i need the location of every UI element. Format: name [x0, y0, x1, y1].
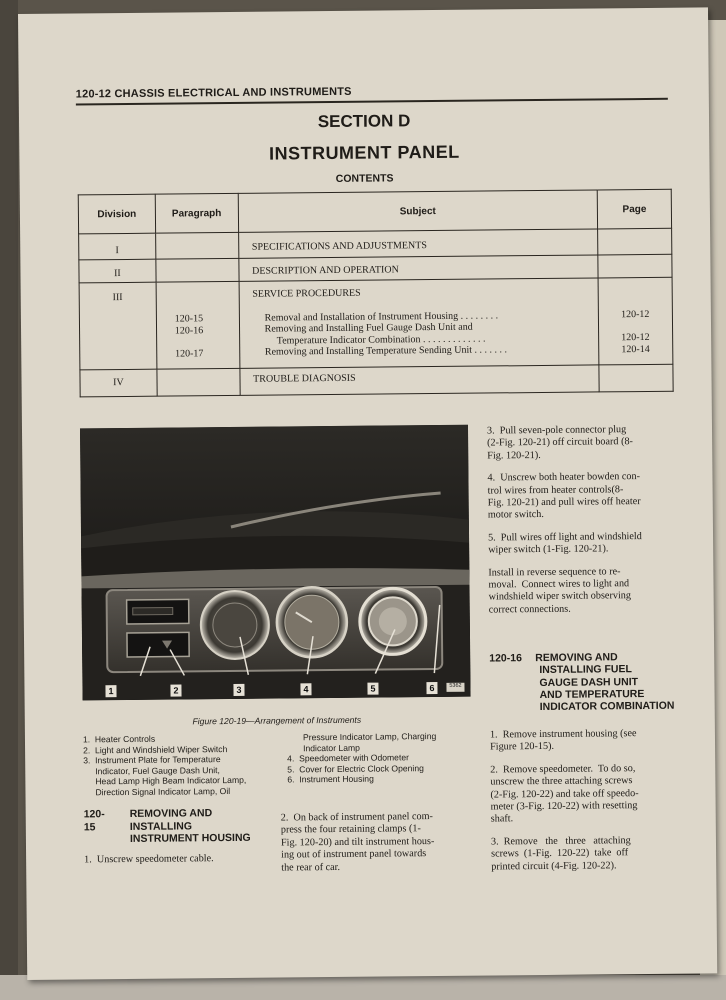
legend-item: Head Lamp High Beam Indicator Lamp,	[83, 775, 247, 787]
figure-caption: Figure 120-19—Arrangement of Instruments	[192, 714, 362, 727]
s3-text	[491, 834, 683, 873]
paragraph-cell	[156, 258, 239, 282]
step-3-text	[487, 424, 677, 463]
legend-item: Indicator Lamp	[303, 742, 360, 753]
text-line: printed circuit (4-Fig. 120-22).	[491, 859, 617, 873]
heading-text	[130, 807, 251, 846]
heading-line: GAUGE DASH UNIT	[539, 675, 639, 689]
heading-line: INSTRUMENT HOUSING	[129, 831, 251, 845]
dashboard-illustration	[80, 425, 471, 701]
right-column-steps	[490, 728, 683, 874]
text-line: 3. Remove the three attaching	[490, 835, 631, 848]
legend-item: Direction Signal Indicator Lamp, Oil	[83, 785, 231, 798]
heading-line: REMOVING AND	[535, 651, 618, 665]
heading-line: INSTALLING	[129, 819, 193, 833]
text-line: 5. Pull wires off light and windshield	[487, 530, 642, 544]
subject-line: Removing and Installing Temperature Sending Unit . . . . . . .	[264, 344, 508, 358]
text-line: windshield wiper switch observing	[488, 590, 631, 603]
text-line: Fig. 120-21).	[487, 449, 541, 462]
right-column	[487, 424, 679, 617]
heading-line: AND TEMPERATURE	[539, 687, 645, 701]
column-header: Paragraph	[155, 193, 238, 233]
division-cell: I	[79, 233, 156, 260]
paragraph-number: 120-16	[174, 324, 204, 337]
text-line: the rear of car.	[281, 861, 341, 874]
page-cell	[598, 254, 672, 278]
table-row	[80, 364, 673, 397]
text-line: trol wires from heater controls(8-	[487, 483, 624, 497]
legend-item: 1. Heater Controls	[82, 733, 156, 745]
legend-item: Indicator, Fuel Gauge Dash Unit,	[83, 764, 220, 777]
text-line: 1. Remove instrument housing (see	[489, 728, 637, 741]
division-cell: II	[79, 259, 156, 283]
text-line: screws (1-Fig. 120-22) take off	[491, 847, 629, 860]
page-number: 120-12	[621, 331, 650, 344]
contents-table	[78, 189, 674, 398]
callout-4: 4	[300, 683, 311, 695]
division-cell: IV	[80, 369, 157, 397]
text-line: motor switch.	[487, 509, 544, 521]
table-header-row	[78, 189, 671, 234]
step-2-text	[281, 811, 482, 875]
text-line: Fig. 120-21) and pull wires off heater	[487, 496, 641, 509]
page-cell	[598, 228, 672, 255]
text-line: ing out of instrument panel towards	[281, 848, 427, 861]
section-title: SECTION D	[317, 111, 411, 132]
text-line: Figure 120-15).	[490, 741, 555, 753]
background-left	[0, 0, 18, 1000]
figure-legend-left	[83, 732, 284, 797]
photo-code: 5362	[449, 682, 462, 689]
step-5-text	[488, 531, 678, 558]
step-1-text: 1. Unscrew speedometer cable.	[84, 853, 214, 866]
text-line: wiper switch (1-Fig. 120-21).	[488, 543, 609, 556]
paragraph-cell	[156, 281, 240, 369]
contents-label: CONTENTS	[335, 172, 394, 185]
callout-5: 5	[367, 683, 378, 695]
callout-6: 6	[426, 682, 437, 694]
text-line: press the four retaining clamps (1-	[280, 823, 421, 836]
callout-2: 2	[170, 684, 181, 696]
subject-cell	[239, 278, 599, 368]
legend-item: 3. Instrument Plate for Temperature	[83, 754, 221, 766]
section-heading-120-16	[489, 651, 689, 714]
subject-line: Temperature Indicator Combination . . . . . . . . . . . . .	[276, 333, 486, 347]
text-line: Install in reverse sequence to re-	[488, 565, 621, 579]
text-line: 2. Remove speedometer. To do so,	[490, 762, 636, 776]
heading-line: INSTALLING FUEL	[539, 663, 632, 677]
text-line: shaft.	[490, 813, 514, 825]
column-header: Page	[597, 189, 671, 229]
text-line: Fig. 120-20) and tilt instrument hous-	[280, 835, 435, 849]
text-line: correct connections.	[488, 603, 571, 616]
text-line: moval. Connect wires to light and	[488, 578, 630, 591]
heading-line: INDICATOR COMBINATION	[539, 699, 675, 714]
page-title: INSTRUMENT PANEL	[268, 141, 460, 164]
page-cell	[598, 277, 673, 365]
legend-item: 6. Instrument Housing	[287, 773, 374, 785]
subject-line: Removal and Installation of Instrument Housing . . . . . . . .	[264, 309, 499, 324]
subject-line: Removing and Installing Fuel Gauge Dash Unit and	[264, 321, 473, 335]
install-note	[488, 565, 678, 616]
page-cell	[599, 364, 673, 392]
text-line: meter (3-Fig. 120-22) with resetting	[490, 800, 638, 813]
text-line: (2-Fig. 120-22) and take off speedo-	[490, 787, 639, 801]
heading-number: 120-16	[489, 652, 522, 665]
instrument-panel-photo	[80, 425, 471, 701]
figure-legend-right	[287, 731, 477, 786]
legend-item: Pressure Indicator Lamp, Charging	[302, 731, 437, 743]
s1-text	[490, 728, 682, 755]
heading-text	[535, 651, 674, 714]
legend-item: 5. Cover for Electric Clock Opening	[287, 762, 424, 775]
text-line: (2-Fig. 120-21) off circuit board (8-	[487, 436, 633, 449]
legend-item: 2. Light and Windshield Wiper Switch	[83, 743, 228, 756]
subject-heading: SERVICE PROCEDURES	[252, 287, 361, 300]
column-header: Subject	[238, 190, 598, 232]
heading-number: 120-15	[83, 808, 105, 833]
division-cell: III	[79, 282, 157, 370]
text-line: 2. On back of instrument panel com-	[280, 811, 433, 824]
subject-cell: SPECIFICATIONS AND ADJUSTMENTS	[238, 229, 598, 258]
page-number: 120-12	[621, 308, 650, 321]
paragraph-cell	[157, 368, 240, 396]
legend-item: 4. Speedometer with Odometer	[287, 752, 410, 764]
subject-cell: DESCRIPTION AND OPERATION	[238, 255, 598, 281]
page-number: 120-14	[621, 343, 650, 355]
paragraph-cell	[155, 232, 238, 259]
subject-cell: TROUBLE DIAGNOSIS	[240, 365, 600, 395]
running-header: 120-12 CHASSIS ELECTRICAL AND INSTRUMENTS	[75, 85, 352, 101]
text-line: unscrew the three attaching screws	[490, 775, 633, 788]
manual-page	[18, 7, 717, 980]
text-line: 3. Pull seven-pole connector plug	[486, 424, 627, 437]
paragraph-number: 120-15	[174, 313, 204, 325]
heading-line: REMOVING AND	[129, 807, 213, 820]
s2-text	[490, 762, 683, 826]
text-line: 4. Unscrew both heater bowden con-	[487, 471, 641, 484]
callout-1: 1	[105, 685, 116, 697]
callout-3: 3	[233, 684, 244, 696]
paragraph-number: 120-17	[175, 347, 204, 360]
column-header: Division	[78, 194, 155, 234]
table-row	[79, 277, 673, 370]
step-4-text	[487, 471, 677, 522]
